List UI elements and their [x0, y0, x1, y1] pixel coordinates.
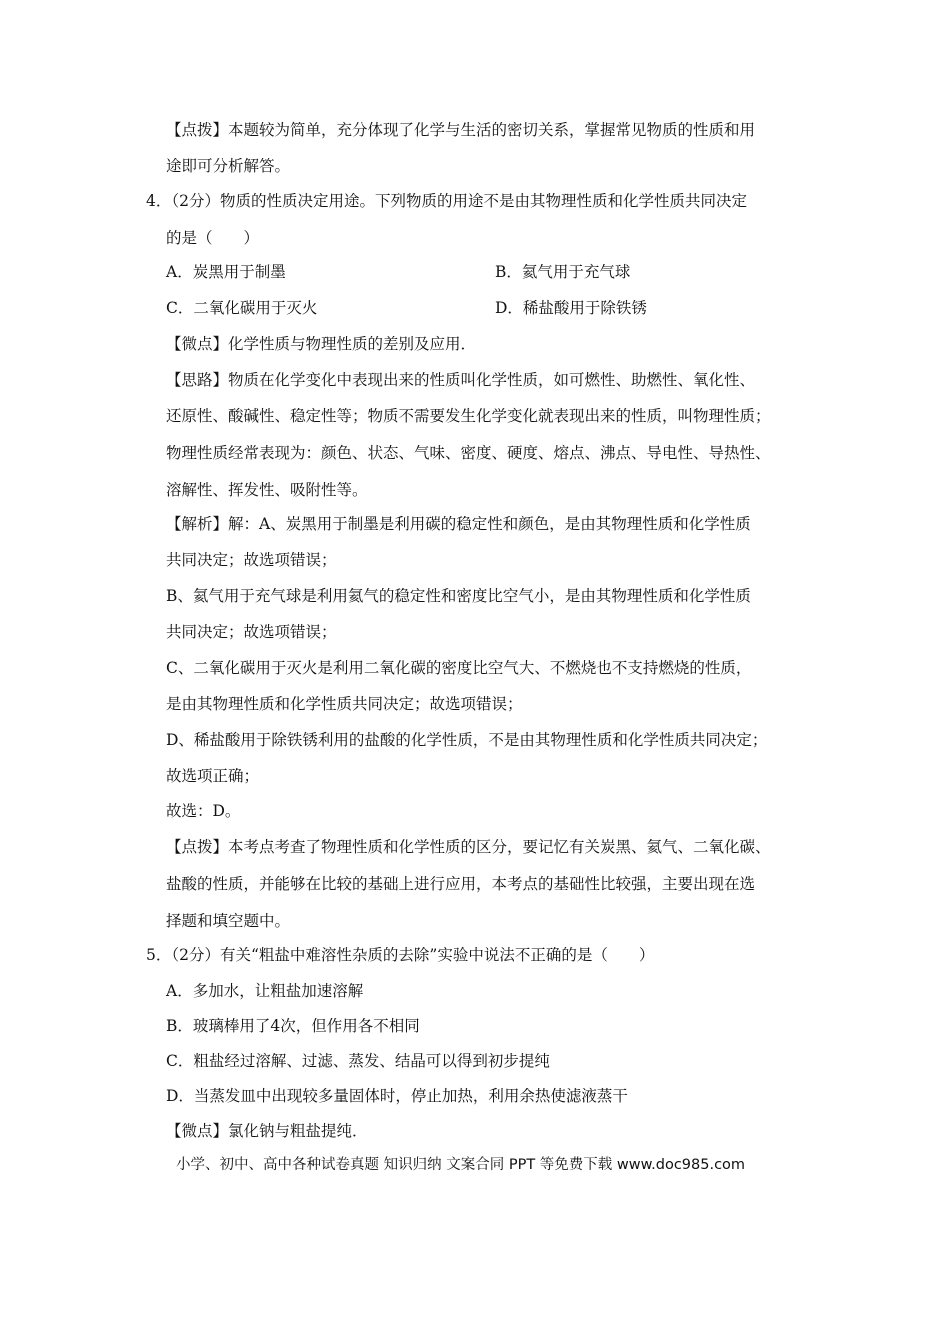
question-4-stem: 的是（ ）	[166, 229, 260, 247]
analysis-line: C、二氧化碳用于灭火是利用二氧化碳的密度比空气大、不燃烧也不支持燃烧的性质，	[166, 659, 752, 677]
option-d: D．当蒸发皿中出现较多量固体时，停止加热，利用余热使滤液蒸干	[166, 1087, 628, 1105]
analysis-line: 【解析】解：A、炭黑用于制墨是利用碳的稳定性和颜色，是由其物理性质和化学性质	[166, 515, 751, 533]
option-c: C．粗盐经过溶解、过滤、蒸发、结晶可以得到初步提纯	[166, 1052, 550, 1070]
option-d: D．稀盐酸用于除铁锈	[495, 299, 647, 317]
page-footer: 小学、初中、高中各种试卷真题 知识归纳 文案合同 PPT 等免费下载 www.doc985.com	[176, 1157, 746, 1173]
tip-line: 【点拨】本题较为简单，充分体现了化学与生活的密切关系，掌握常见物质的性质和用	[166, 121, 756, 139]
idea-line: 【思路】物质在化学变化中表现出来的性质叫化学性质，如可燃性、助燃性、氧化性、	[166, 371, 756, 389]
option-a: A．多加水，让粗盐加速溶解	[166, 982, 364, 1000]
option-c: C．二氧化碳用于灭火	[166, 299, 318, 317]
tip-line: 途即可分析解答。	[166, 157, 291, 175]
analysis-line: 故选：D。	[166, 802, 241, 820]
idea-line: 溶解性、挥发性、吸附性等。	[166, 481, 368, 499]
option-b: B．玻璃棒用了4次，但作用各不相同	[166, 1017, 420, 1035]
analysis-line: 共同决定；故选项错误；	[166, 623, 337, 641]
idea-line: 物理性质经常表现为：颜色、状态、气味、密度、硬度、熔点、沸点、导电性、导热性、	[166, 444, 771, 462]
tip-line: 盐酸的性质，并能够在比较的基础上进行应用，本考点的基础性比较强，主要出现在选	[166, 875, 756, 893]
analysis-line: B、氦气用于充气球是利用氦气的稳定性和密度比空气小，是由其物理性质和化学性质	[166, 587, 751, 605]
key-point: 【微点】氯化钠与粗盐提纯．	[166, 1122, 368, 1140]
analysis-line: 故选项正确；	[166, 767, 260, 785]
key-point: 【微点】化学性质与物理性质的差别及应用．	[166, 335, 477, 353]
analysis-line: 是由其物理性质和化学性质共同决定；故选项错误；	[166, 695, 523, 713]
tip-line: 择题和填空题中。	[166, 912, 291, 930]
idea-line: 还原性、酸碱性、稳定性等；物质不需要发生化学变化就表现出来的性质，叫物理性质；	[166, 407, 771, 425]
analysis-line: D、稀盐酸用于除铁锈利用的盐酸的化学性质，不是由其物理性质和化学性质共同决定；	[166, 731, 768, 749]
option-a: A．炭黑用于制墨	[166, 263, 286, 281]
question-4-stem: 4．（2分）物质的性质决定用途。下列物质的用途不是由其物理性质和化学性质共同决定	[146, 192, 747, 210]
question-5-stem: 5．（2分）有关“粗盐中难溶性杂质的去除”实验中说法不正确的是（ ）	[146, 946, 655, 964]
tip-line: 【点拨】本考点考查了物理性质和化学性质的区分，要记忆有关炭黑、氦气、二氧化碳、	[166, 838, 771, 856]
option-b: B．氦气用于充气球	[495, 263, 631, 281]
analysis-line: 共同决定；故选项错误；	[166, 551, 337, 569]
